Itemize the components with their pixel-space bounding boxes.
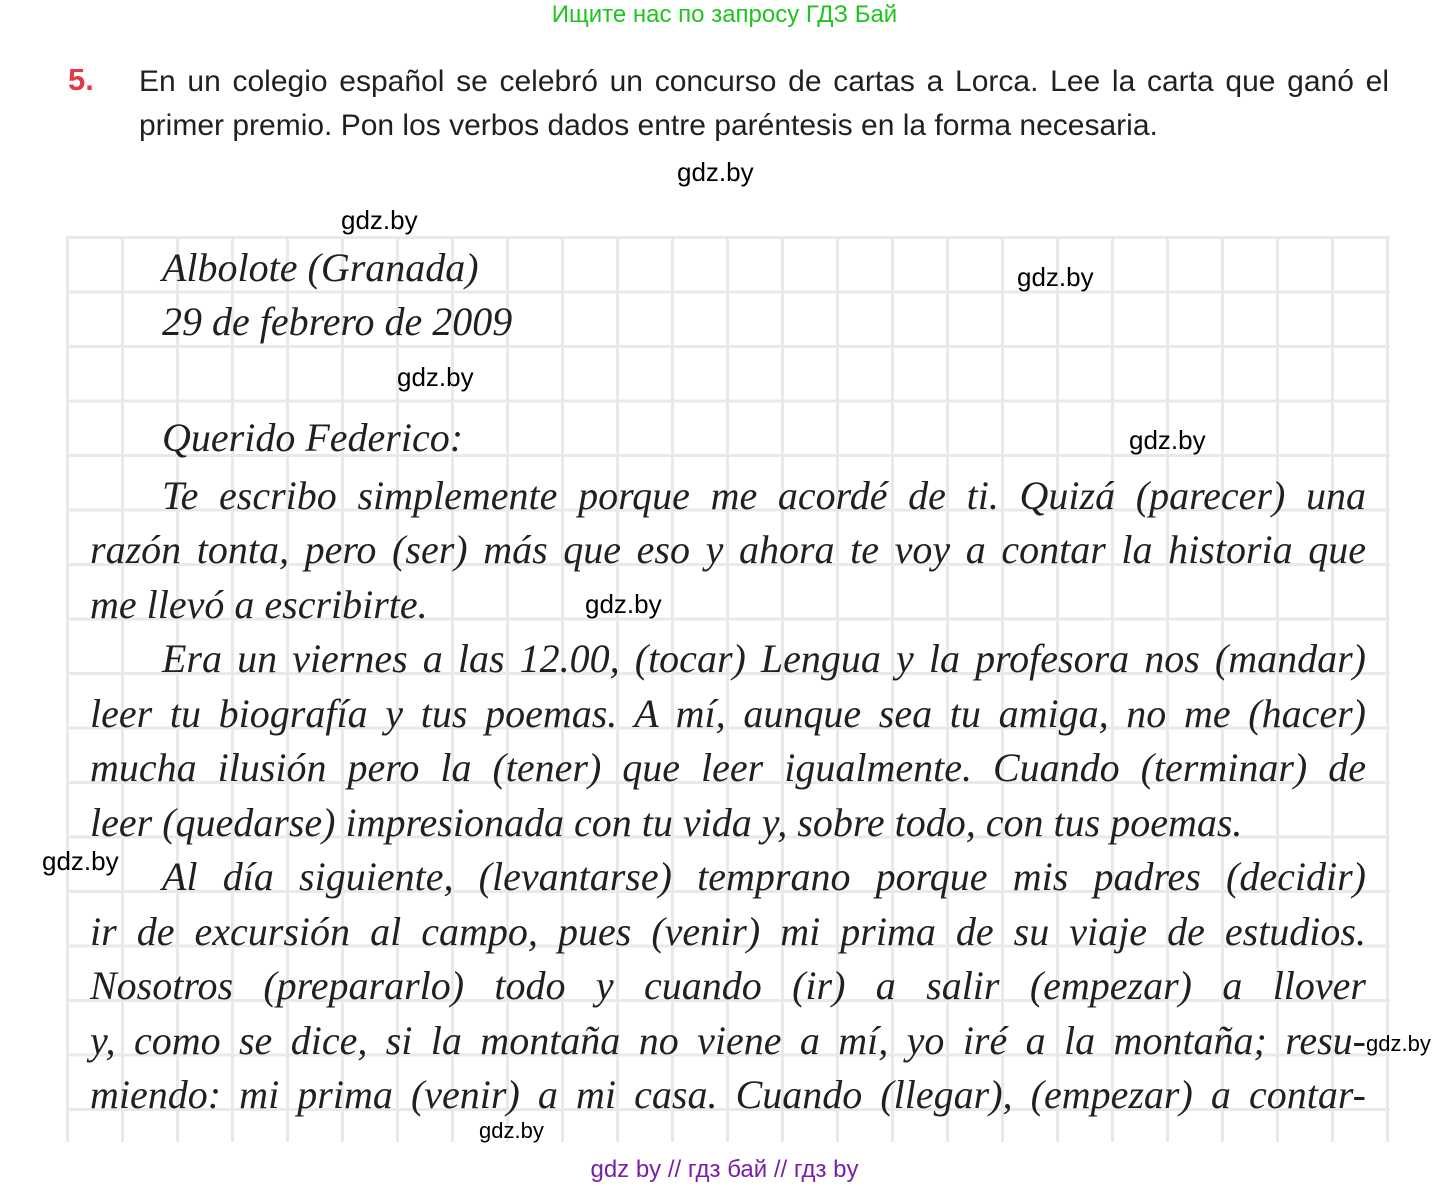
letter-line: leer tu biografía y tus poemas. A mí, aunque sea tu amiga, no me (hacer) (90, 691, 1366, 736)
letter-line: y, como se dice, si la montaña no viene a mí, yo iré a la montaña; resu- (90, 1018, 1366, 1063)
watermark: gdz.by (341, 205, 418, 235)
top-banner: Ищите нас по запросу ГДЗ Бай (551, 1, 898, 28)
letter-line: Nosotros (prepararlo) todo y cuando (ir) a salir (empezar) a llover (90, 963, 1366, 1008)
watermark: gdz.by (42, 846, 119, 876)
letter-date: 29 de febrero de 2009 (162, 299, 513, 344)
watermark: gdz.by (677, 157, 754, 187)
letter-line: mucha ilusión pero la (tener) que leer igualmente. Cuando (terminar) de (90, 745, 1366, 790)
letter-greeting: Querido Federico: (162, 415, 464, 460)
letter-line: ir de excursión al campo, pues (venir) mi prima de su viaje de estudios. (90, 909, 1366, 954)
letter-place: Albolote (Granada) (162, 245, 479, 290)
letter-line: Al día siguiente, (levantarse) temprano porque mis padres (decidir) (162, 854, 1366, 899)
letter-line: me llevó a escribirte. (90, 582, 428, 627)
letter-line: Era un viernes a las 12.00, (tocar) Lengua y la profesora nos (mandar) (162, 636, 1366, 681)
footer-links: gdz by // гдз бай // гдз by (590, 1156, 859, 1183)
watermark: gdz.by (585, 589, 662, 619)
watermark: gdz.by (1366, 1031, 1431, 1056)
watermark: gdz.by (479, 1118, 544, 1143)
watermark: gdz.by (397, 362, 474, 392)
letter-line: razón tonta, pero (ser) más que eso y ahora te voy a contar la historia que (90, 527, 1366, 572)
watermark: gdz.by (1017, 262, 1094, 292)
exercise-number: 5. (68, 62, 94, 97)
letter-line: Te escribo simplemente porque me acordé de ti. Quizá (parecer) una (162, 473, 1366, 518)
letter-line: leer (quedarse) impresionada con tu vida y, sobre todo, con tus poemas. (90, 800, 1243, 845)
letter-line: miendo: mi prima (venir) a mi casa. Cuando (llegar), (empezar) a contar- (90, 1072, 1366, 1117)
exercise-instruction: En un colegio español se celebró un concurso de cartas a Lorca. Lee la carta que ganó el primer premio. Pon los verbos dados entre paréntesis en la forma necesaria. (139, 65, 1389, 142)
watermark: gdz.by (1129, 425, 1206, 455)
